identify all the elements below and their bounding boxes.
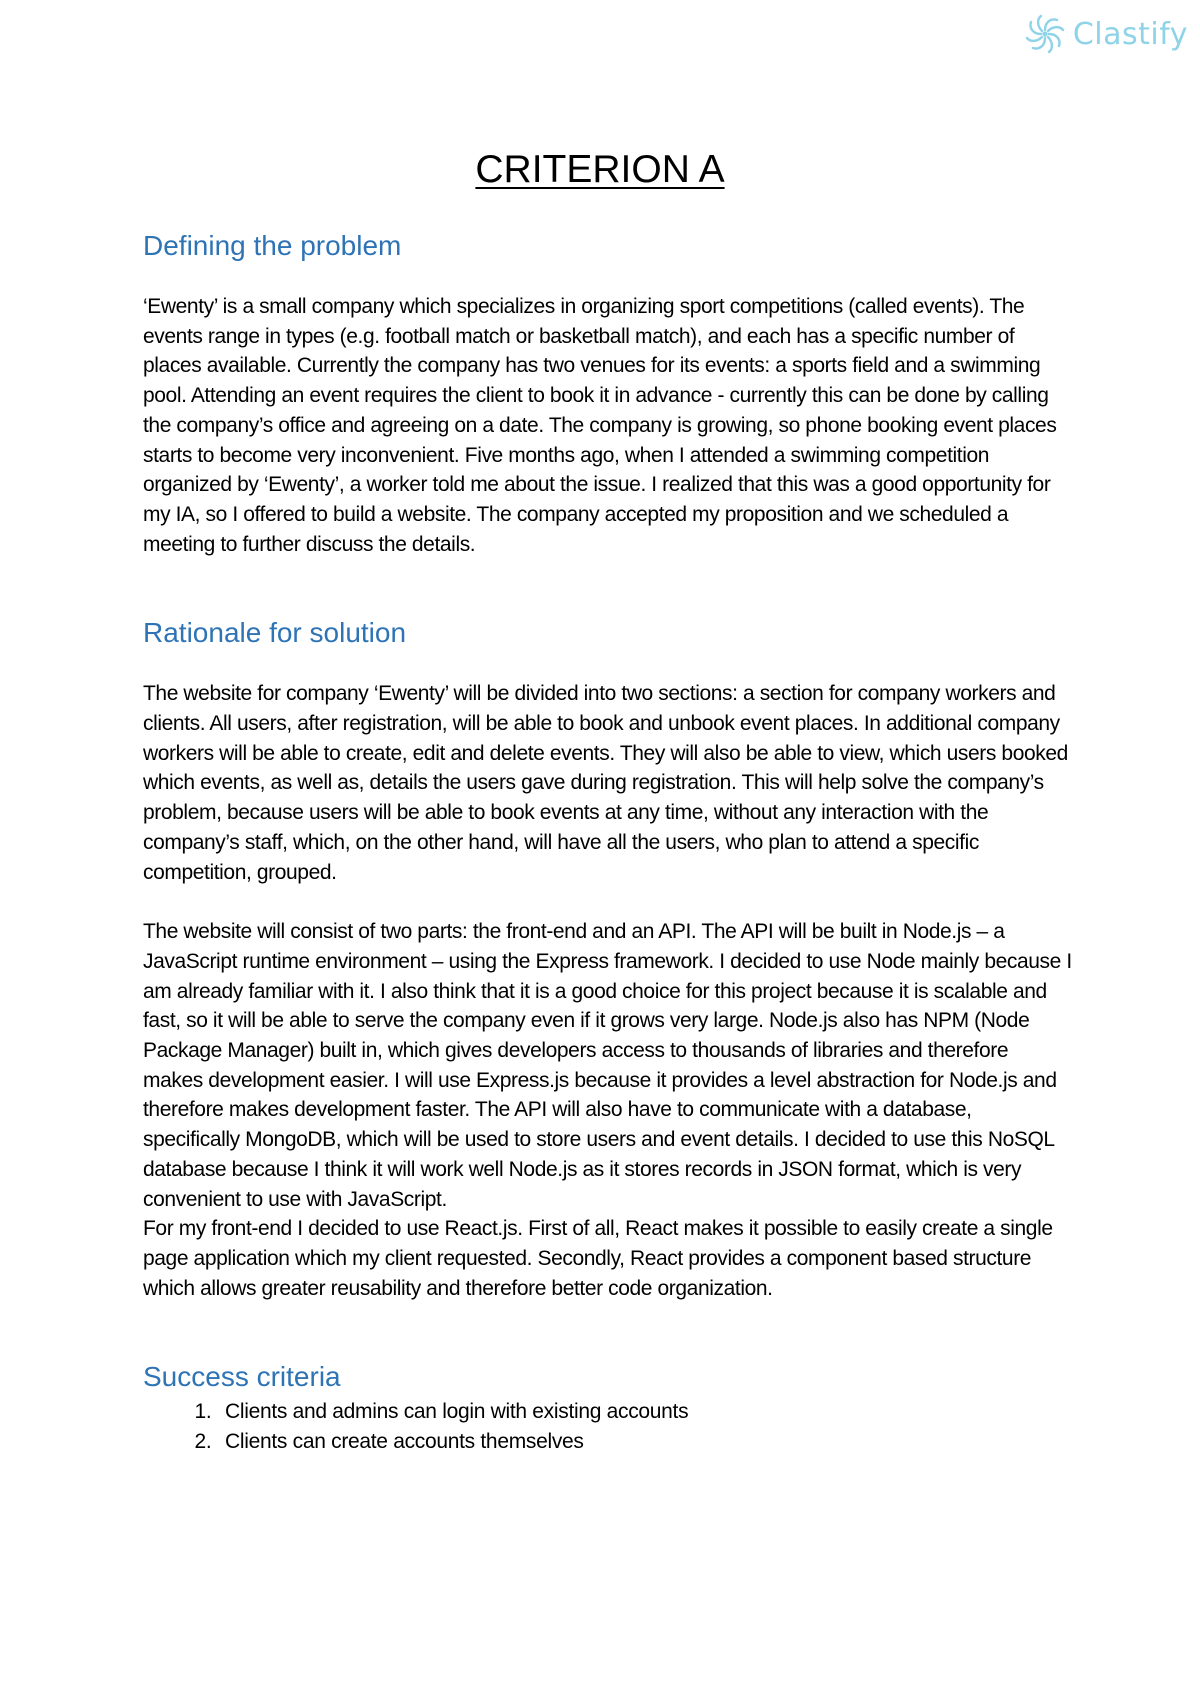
clastify-watermark bbox=[1023, 12, 1188, 56]
section-success-criteria bbox=[143, 1357, 1073, 1456]
watermark-text: Clastify bbox=[1072, 16, 1188, 52]
list-item: 2. Clients can create accounts themselves bbox=[217, 1427, 1073, 1457]
page-title: CRITERION A bbox=[475, 148, 725, 191]
document-body bbox=[143, 226, 1073, 1457]
list-item: 1. Clients and admins can login with existing accounts bbox=[217, 1397, 1073, 1427]
section-heading: Success criteria bbox=[143, 1361, 341, 1393]
section-heading: Defining the problem bbox=[143, 230, 402, 261]
section-heading: Rationale for solution bbox=[143, 617, 407, 649]
section-defining-problem bbox=[143, 226, 1073, 559]
section-rationale bbox=[143, 613, 1073, 1303]
paragraph: The website for company ‘Ewenty’ will be divided into two sections: a section for company workers and clients. All users, after registration, will be able to book and unbook event places. In additional company workers will be able to create, edit and delete events. They will also be able to view, which users booked which events, as well as, details the users gave during registration. This will help solve the company’s problem, because users will be able to book events at any time, without any interaction with the company’s staff, which, on the other hand, will have all the users, who plan to attend a specific competition, grouped. bbox=[143, 682, 1068, 884]
success-criteria-list bbox=[143, 1397, 1073, 1456]
paragraph: For my front-end I decided to use React.js. First of all, React makes it possible to easily create a single page application which my client requested. Secondly, React provides a component based structure which allows greater reusability and therefore better code organization. bbox=[143, 1217, 1053, 1300]
paragraph: The website will consist of two parts: the front-end and an API. The API will be built in Node.js – a JavaScript runtime environment – using the Express framework. I decided to use Node mainly because I am already familiar with it. I also think that it is a good choice for this project because it is scalable and fast, so it will be able to serve the company even if it grows very large. Node.js also has NPM (Node Package Manager) built in, which gives developers access to thousands of libraries and therefore makes development easier. I will use Express.js because it provides a level abstraction for Node.js and therefore makes development faster. The API will also have to communicate with a database, specifically MongoDB, which will be used to store users and event details. I decided to use this NoSQL database because I think it will work well Node.js as it stores records in JSON format, which is very convenient to use with JavaScript. bbox=[143, 920, 1072, 1211]
swirl-logo-icon bbox=[1023, 12, 1067, 56]
paragraph: ‘Ewenty’ is a small company which specializes in organizing sport competitions (called events). The events range in types (e.g. football match or basketball match), and each has a specific number of places available. Currently the company has two venues for its events: a sports field and a swimming pool. Attending an event requires the client to book it in advance - currently this can be done by calling the company’s office and agreeing on a date. The company is growing, so phone booking event places starts to become very inconvenient. Five months ago, when I attended a swimming competition organized by ‘Ewenty’, a worker told me about the issue. I realized that this was a good opportunity for my IA, so I offered to build a website. The company accepted my proposition and we scheduled a meeting to further discuss the details. bbox=[143, 295, 1057, 556]
